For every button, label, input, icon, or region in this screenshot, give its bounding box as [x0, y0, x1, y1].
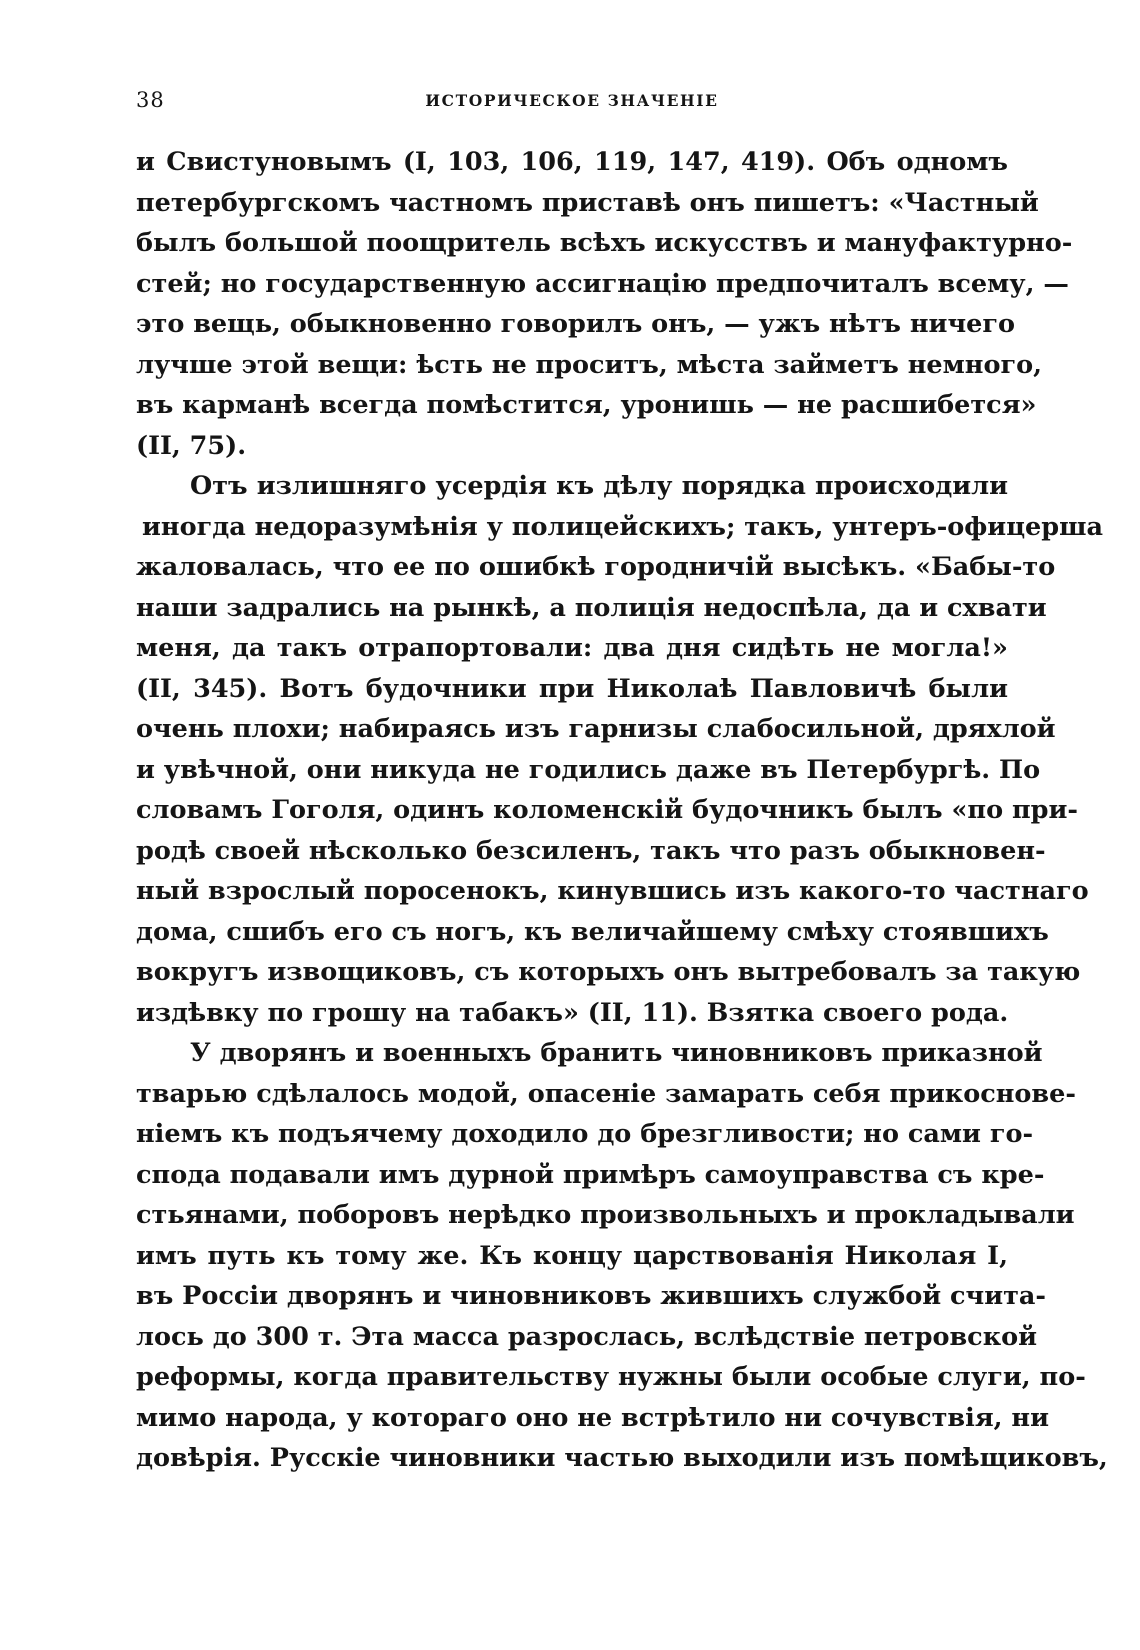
text-line: это вещь, обыкновенно говорилъ онъ, — ужъ нѣтъ ничего [136, 309, 1015, 339]
text-line: словамъ Гоголя, одинъ коломенскій будочникъ былъ «по при- [136, 795, 1078, 825]
text-line: лучше этой вещи: ѣсть не проситъ, мѣста займетъ немного, [136, 349, 1042, 380]
text-line: меня, да такъ отрапортовали: два дня сидѣть не могла!» [136, 633, 1008, 663]
text-line: издѣвку по грошу на табакъ» (II, 11). Взятка своего рода. [136, 997, 1009, 1028]
text-line: лось до 300 т. Эта масса разрослась, вслѣдствіе петровской [136, 1321, 1038, 1352]
text-line: родѣ своей нѣсколько безсиленъ, такъ что разъ обыкновен- [136, 835, 1046, 866]
text-line: въ Россіи дворянъ и чиновниковъ жившихъ службой счита- [136, 1281, 1047, 1311]
text-line: тварью сдѣлалось модой, опасеніе замарать себя прикоснове- [136, 1078, 1076, 1109]
paragraph-first-line: У дворянъ и военныхъ бранить чиновниковъ приказной [190, 1038, 1043, 1068]
text-line: и увѣчной, они никуда не годились даже въ Петербургѣ. По [136, 754, 1041, 785]
text-line: въ карманѣ всегда помѣстится, уронишь — не расшибется» [136, 390, 1037, 420]
text-line: вокругъ извощиковъ, съ которыхъ онъ вытребовалъ за такую [136, 957, 1081, 987]
text-line: (II, 345). Вотъ будочники при Николаѣ Павловичѣ были [136, 673, 1008, 704]
text-line: довѣрія. Русскіе чиновники частью выходили изъ помѣщиковъ, [136, 1443, 1108, 1473]
text-line: имъ путь къ тому же. Къ концу царствованія Николая I, [136, 1240, 1008, 1271]
paragraph-first-line: Отъ излишняго усердія къ дѣлу порядка происходили [190, 471, 1008, 501]
text-line: мимо народа, у котораго оно не встрѣтило ни сочувствія, ни [136, 1402, 1050, 1433]
text-line: очень плохи; набираясь изъ гарнизы слабосильной, дряхлой [136, 714, 1056, 744]
text-line: стьянами, поборовъ нерѣдко произвольныхъ и прокладывали [136, 1200, 1075, 1230]
text-line: ніемъ къ подъячему доходило до брезгливости; но сами го- [136, 1119, 1034, 1149]
text-line: жаловалась, что ее по ошибкѣ городничій высѣкъ. «Бабы-то [136, 552, 1056, 582]
text-line: реформы, когда правительству нужны были особые слуги, по- [136, 1362, 1086, 1392]
text-line: петербургскомъ частномъ приставѣ онъ пишетъ: «Частный [136, 187, 1039, 218]
text-line: ный взрослый поросенокъ, кинувшись изъ какого-то частнаго [136, 876, 1089, 906]
body-text [136, 142, 1108, 1479]
text-line: стей; но государственную ассигнацію предпочиталъ всему, — [136, 268, 1069, 299]
text-line: (II, 75). [136, 430, 247, 461]
text-line: наши задрались на рынкѣ, а полиція недоспѣла, да и схвати [136, 592, 1047, 623]
text-line: и Свистуновымъ (I, 103, 106, 119, 147, 419). Объ одномъ [136, 147, 1008, 177]
text-line: иногда недоразумѣнія у полицейскихъ; такъ, унтеръ-офицерша [142, 511, 1104, 542]
page-number: 38 [136, 88, 165, 112]
text-line: былъ большой поощритель всѣхъ искусствъ и мануфактурно- [136, 228, 1073, 258]
running-title: ИСТОРИЧЕСКОЕ ЗНАЧЕНІЕ [425, 91, 719, 110]
running-head [136, 88, 1008, 118]
text-line: спода подавали имъ дурной примѣръ самоуправства съ кре- [136, 1159, 1045, 1190]
text-line: дома, сшибъ его съ ногъ, къ величайшему смѣху стоявшихъ [136, 916, 1049, 947]
